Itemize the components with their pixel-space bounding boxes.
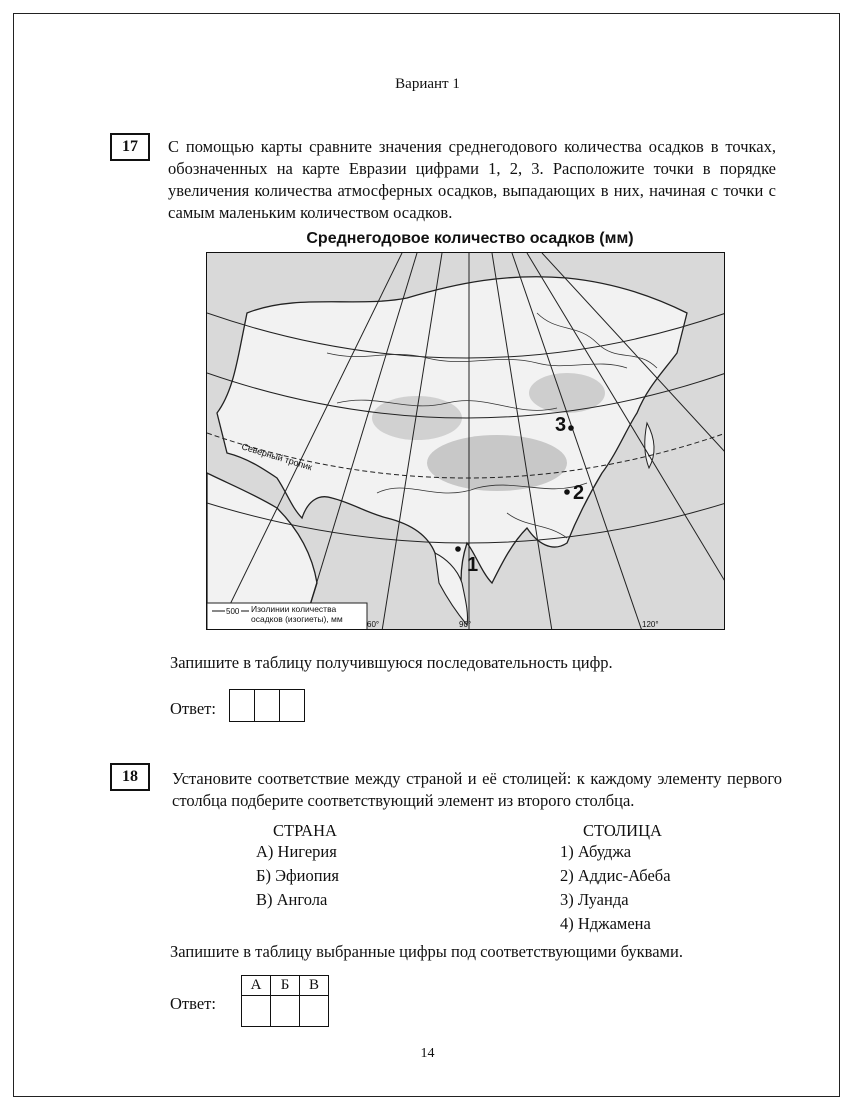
answer-cell[interactable] [271,996,300,1027]
answer-cell[interactable] [255,690,280,721]
precipitation-map [206,252,725,630]
country-option: В) Ангола [256,890,328,909]
question-17-answer-label: Ответ: [170,699,216,718]
question-17-text: С помощью карты сравните значения среднегодового количества осадков в точках, обозначенных на карте Евразии цифрами 1, 2, 3. Расположите точки в порядке увеличения количества атмосферных осадков, выпадающих в них, начиная с точки с самым маленьким количеством осадков. [168,137,776,222]
tropic-label: Северный тропик [240,441,314,473]
page-number: 14 [420,1046,435,1061]
map-point-2: 2 [573,482,585,504]
map-point-1: 1 [467,554,479,576]
capital-option: 3) Луанда [560,890,629,909]
map-drawing [207,253,725,630]
question-18-number: 18 [110,763,150,791]
table-header-a: А [242,976,271,996]
capital-column-header: СТОЛИЦА [583,821,662,840]
capital-option: 4) Нджамена [560,914,651,933]
country-option: А) Нигерия [256,842,337,861]
longitude-60: 60° [367,620,380,629]
country-column-header: СТРАНА [273,821,337,840]
map-title: Среднегодовое количество осадков (мм) [306,230,634,247]
question-17-number: 17 [110,133,150,161]
answer-cell[interactable] [300,996,329,1027]
answer-cell[interactable] [280,690,304,721]
longitude-120: 120° [642,620,659,629]
capital-option: 1) Абуджа [560,842,632,861]
answer-cell[interactable] [242,996,271,1027]
legend-line-value: 500 [226,607,240,616]
longitude-90: 90° [459,620,472,629]
country-option: Б) Эфиопия [256,866,340,885]
question-18-answer-label: Ответ: [170,994,216,1013]
question-18-text: Установите соответствие между страной и её столицей: к каждому элементу первого столбца подберите соответствующий элемент из второго столбца. [172,769,782,810]
map-point-3: 3 [555,414,567,436]
table-header-v: В [300,976,329,996]
answer-cell[interactable] [230,690,255,721]
question-17-answer-cells[interactable] [229,689,305,722]
country-list [256,840,339,912]
capital-option: 2) Аддис-Абеба [560,866,671,885]
question-18-answer-table[interactable] [241,975,329,1027]
capital-list [560,840,671,936]
table-header-b: Б [271,976,300,996]
question-17-instruction: Запишите в таблицу получившуюся последовательность цифр. [170,653,613,672]
variant-header: Вариант 1 [395,76,460,92]
question-18-instruction: Запишите в таблицу выбранные цифры под соответствующими буквами. [170,942,683,961]
legend-text: Изолинии количества осадков (изогиеты), мм [251,604,343,624]
